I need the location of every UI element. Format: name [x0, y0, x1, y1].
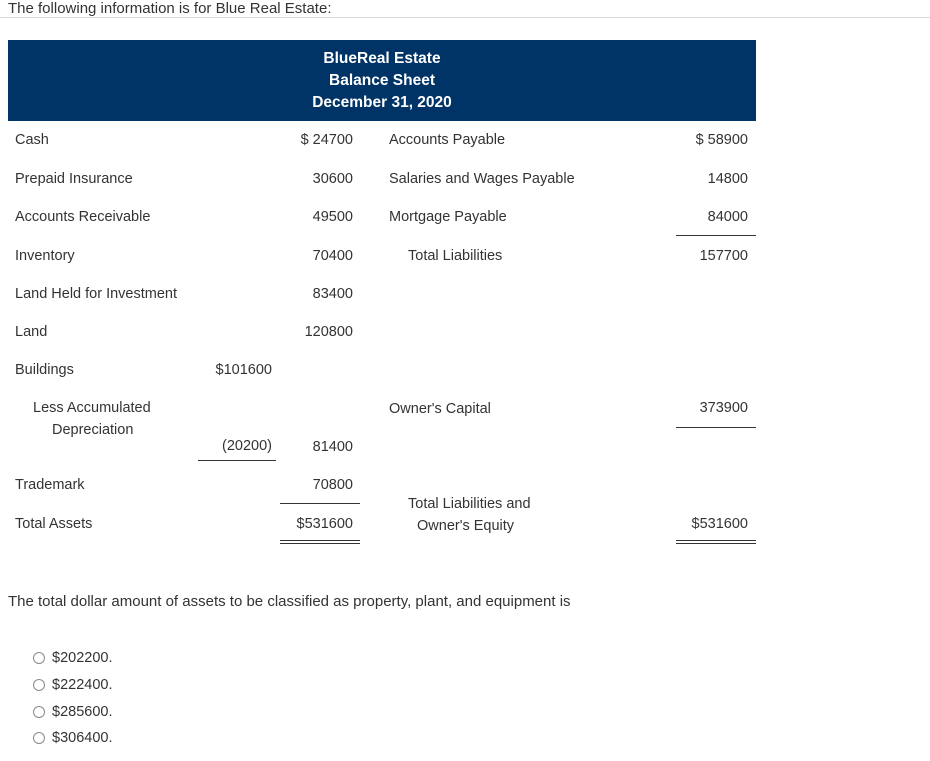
option-1[interactable]	[33, 645, 112, 672]
land-label: Land	[15, 324, 48, 340]
company-name: BlueReal Estate	[323, 49, 441, 67]
owners-capital-underline	[676, 427, 756, 428]
option-2-label: $222400.	[52, 677, 113, 694]
accounts-payable-amount: $ 58900	[695, 132, 748, 148]
statement-title: Balance Sheet	[329, 71, 435, 89]
total-assets-double-underline-2	[280, 543, 360, 544]
land-held-label: Land Held for Investment	[15, 286, 178, 302]
buildings-label: Buildings	[15, 362, 74, 378]
accounts-receivable-label: Accounts Receivable	[15, 209, 151, 225]
salaries-payable-label: Salaries and Wages Payable	[389, 171, 575, 187]
inventory-amount: 70400	[312, 248, 353, 264]
intro-text: The following information is for Blue Real Estate:	[8, 0, 332, 17]
buildings-gross: $101600	[215, 362, 272, 378]
balance-sheet-header	[8, 40, 756, 121]
radio-button-icon[interactable]	[33, 706, 45, 718]
total-assets-label: Total Assets	[15, 516, 93, 532]
accumulated-depreciation-amount: (20200)	[222, 438, 272, 454]
radio-button-icon[interactable]	[33, 652, 45, 664]
accounts-payable-label: Accounts Payable	[389, 132, 506, 148]
total-liabilities-amount: 157700	[699, 248, 748, 264]
radio-button-icon[interactable]	[33, 732, 45, 744]
owners-capital-label: Owner's Capital	[389, 401, 491, 417]
option-1-label: $202200.	[52, 650, 113, 667]
mortgage-payable-amount: 84000	[707, 209, 748, 225]
owners-capital-amount: 373900	[699, 400, 748, 416]
buildings-net-amount: 81400	[312, 439, 353, 455]
prepaid-insurance-label: Prepaid Insurance	[15, 171, 133, 187]
accumulated-depreciation-label-1: Less Accumulated	[33, 400, 151, 416]
trademark-label: Trademark	[15, 477, 85, 493]
total-assets-amount: $531600	[296, 516, 353, 532]
total-liab-equity-amount: $531600	[691, 516, 748, 532]
total-liabilities-label: Total Liabilities	[408, 248, 503, 264]
accounts-receivable-amount: 49500	[312, 209, 353, 225]
total-liab-equity-label-2: Owner's Equity	[417, 518, 515, 534]
total-assets-double-underline-1	[280, 540, 360, 541]
total-liab-equity-double-underline-1	[676, 540, 756, 541]
option-3-label: $285600.	[52, 703, 113, 720]
statement-date: December 31, 2020	[312, 93, 452, 111]
option-4[interactable]	[33, 725, 112, 752]
mortgage-payable-label: Mortgage Payable	[389, 209, 507, 225]
option-4-label: $306400.	[52, 730, 113, 747]
cash-label: Cash	[15, 132, 49, 148]
mortgage-underline	[676, 235, 756, 236]
answer-options	[33, 645, 112, 752]
option-2[interactable]	[33, 672, 112, 699]
radio-button-icon[interactable]	[33, 679, 45, 691]
total-liab-equity-label-1: Total Liabilities and	[408, 496, 531, 512]
land-held-amount: 83400	[312, 286, 353, 302]
question-text: The total dollar amount of assets to be classified as property, plant, and equipment is	[8, 593, 571, 610]
inventory-label: Inventory	[15, 248, 75, 264]
trademark-amount: 70800	[312, 477, 353, 493]
total-liab-equity-double-underline-2	[676, 543, 756, 544]
cash-amount: $ 24700	[300, 132, 353, 148]
depreciation-underline	[198, 460, 276, 461]
accumulated-depreciation-label-2: Depreciation	[52, 422, 134, 438]
option-3[interactable]	[33, 698, 112, 725]
salaries-payable-amount: 14800	[707, 171, 748, 187]
trademark-underline	[280, 503, 360, 504]
top-divider	[0, 17, 930, 18]
land-amount: 120800	[304, 324, 353, 340]
prepaid-insurance-amount: 30600	[312, 171, 353, 187]
